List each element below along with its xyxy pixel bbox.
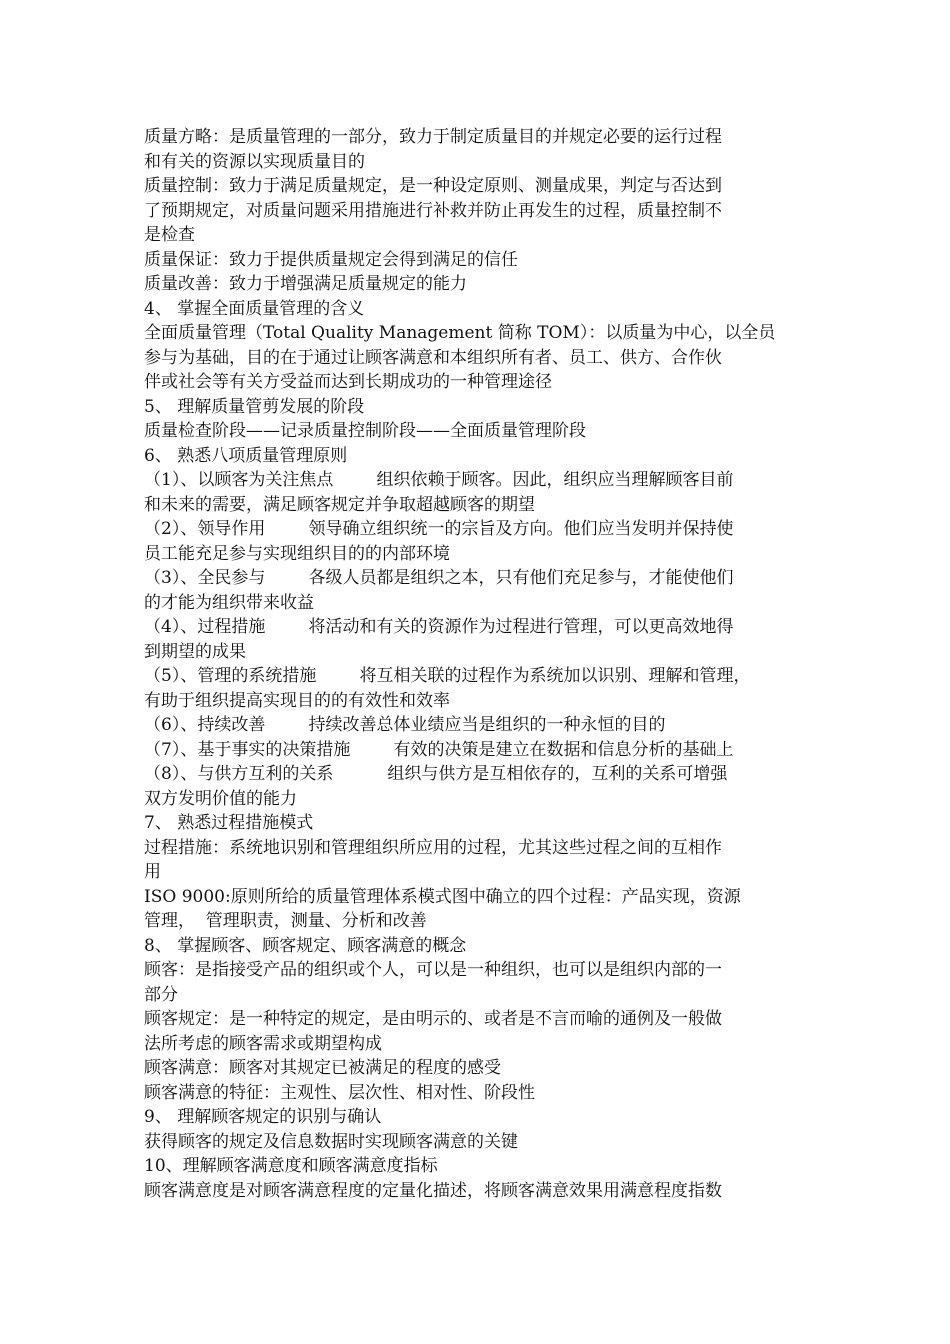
section-heading: 4、 掌握全面质量管理的含义 [144, 298, 365, 319]
text-line: 的才能为组织带来收益 [144, 592, 314, 613]
text-line: 管理， 管理职责，测量、分析和改善 [144, 911, 427, 931]
text-line: 双方发明价值的能力 [144, 788, 297, 809]
document-body [144, 125, 808, 1203]
principle-item: （3）、全民参与 各级人员都是组织之本，只有他们充足参与，才能使他们 [144, 568, 734, 588]
text-line: 伴或社会等有关方受益而达到长期成功的一种管理途径 [144, 372, 552, 392]
section-heading: 9、 理解顾客规定的识别与确认 [144, 1107, 382, 1127]
text-line: 顾客满意的特征：主观性、层次性、相对性、阶段性 [144, 1082, 535, 1103]
text-line: 法所考虑的顾客需求或期望构成 [144, 1033, 382, 1054]
principle-item: （5）、管理的系统措施 将互相关联的过程作为系统加以识别、理解和管理， [144, 666, 751, 686]
section-heading: 10、理解顾客满意度和顾客满意度指标 [144, 1156, 438, 1176]
text-line: 和未来的需要，满足顾客规定并争取超越顾客的期望 [144, 494, 535, 515]
text-line: 和有关的资源以实现质量目的 [144, 151, 365, 172]
principle-item: （8）、与供方互利的关系 组织与供方是互相依存的，互利的关系可增强 [144, 764, 728, 784]
text-line: 质量改善：致力于增强满足质量规定的能力 [144, 274, 467, 294]
text-line: 是检查 [144, 225, 195, 245]
principle-item: （2）、领导作用 领导确立组织统一的宗旨及方向。他们应当发明并保持使 [144, 519, 734, 539]
text-line: 质量方略：是质量管理的一部分，致力于制定质量目的并规定必要的运行过程 [144, 127, 722, 147]
principle-item: （6）、持续改善 持续改善总体业绩应当是组织的一种永恒的目的 [144, 715, 666, 735]
principle-item: （7）、基于事实的决策措施 有效的决策是建立在数据和信息分析的基础上 [144, 739, 734, 760]
section-heading: 5、 理解质量管剪发展的阶段 [144, 396, 365, 417]
principle-item: （4）、过程措施 将活动和有关的资源作为过程进行管理，可以更高效地得 [144, 617, 734, 637]
section-heading: 7、 熟悉过程措施模式 [144, 813, 314, 833]
section-heading: 8、 掌握顾客、顾客规定、顾客满意的概念 [144, 935, 467, 956]
text-line: 获得顾客的规定及信息数据时实现顾客满意的关键 [144, 1131, 518, 1152]
text-line: 全面质量管理（Total Quality Management 简称 TOM）：以质量为中心，以全员 [144, 323, 776, 343]
text-line: 了预期规定，对质量问题采用措施进行补救并防止再发生的过程，质量控制不 [144, 200, 722, 221]
text-line: 顾客满意：顾客对其规定已被满足的程度的感受 [144, 1058, 501, 1078]
text-line: 到期望的成果 [144, 641, 246, 662]
text-line: 部分 [144, 984, 178, 1005]
principle-item: （1）、以顾客为关注焦点 组织依赖于顾客。因此，组织应当理解顾客目前 [144, 470, 734, 490]
text-line: 过程措施：系统地识别和管理组织所应用的过程，尤其这些过程之间的互相作 [144, 837, 722, 858]
text-line: 参与为基础，目的在于通过让顾客满意和本组织所有者、员工、供方、合作伙 [144, 347, 722, 368]
text-line: 顾客满意度是对顾客满意程度的定量化描述，将顾客满意效果用满意程度指数 [144, 1180, 722, 1201]
text-line: 质量控制：致力于满足质量规定，是一种设定原则、测量成果，判定与否达到 [144, 176, 722, 196]
text-line: 用 [144, 862, 161, 882]
text-line: 顾客：是指接受产品的组织或个人，可以是一种组织，也可以是组织内部的一 [144, 960, 722, 980]
text-line: ISO 9000:原则所给的质量管理体系模式图中确立的四个过程：产品实现，资源 [144, 886, 741, 907]
text-line: 质量检查阶段——记录质量控制阶段——全面质量管理阶段 [144, 421, 586, 441]
text-line: 质量保证：致力于提供质量规定会得到满足的信任 [144, 249, 518, 270]
section-heading: 6、 熟悉八项质量管理原则 [144, 445, 348, 466]
text-line: 有助于组织提高实现目的的有效性和效率 [144, 690, 450, 711]
text-line: 顾客规定：是一种特定的规定，是由明示的、或者是不言而喻的通例及一般做 [144, 1009, 722, 1029]
text-line: 员工能充足参与实现组织目的的内部环境 [144, 543, 450, 564]
